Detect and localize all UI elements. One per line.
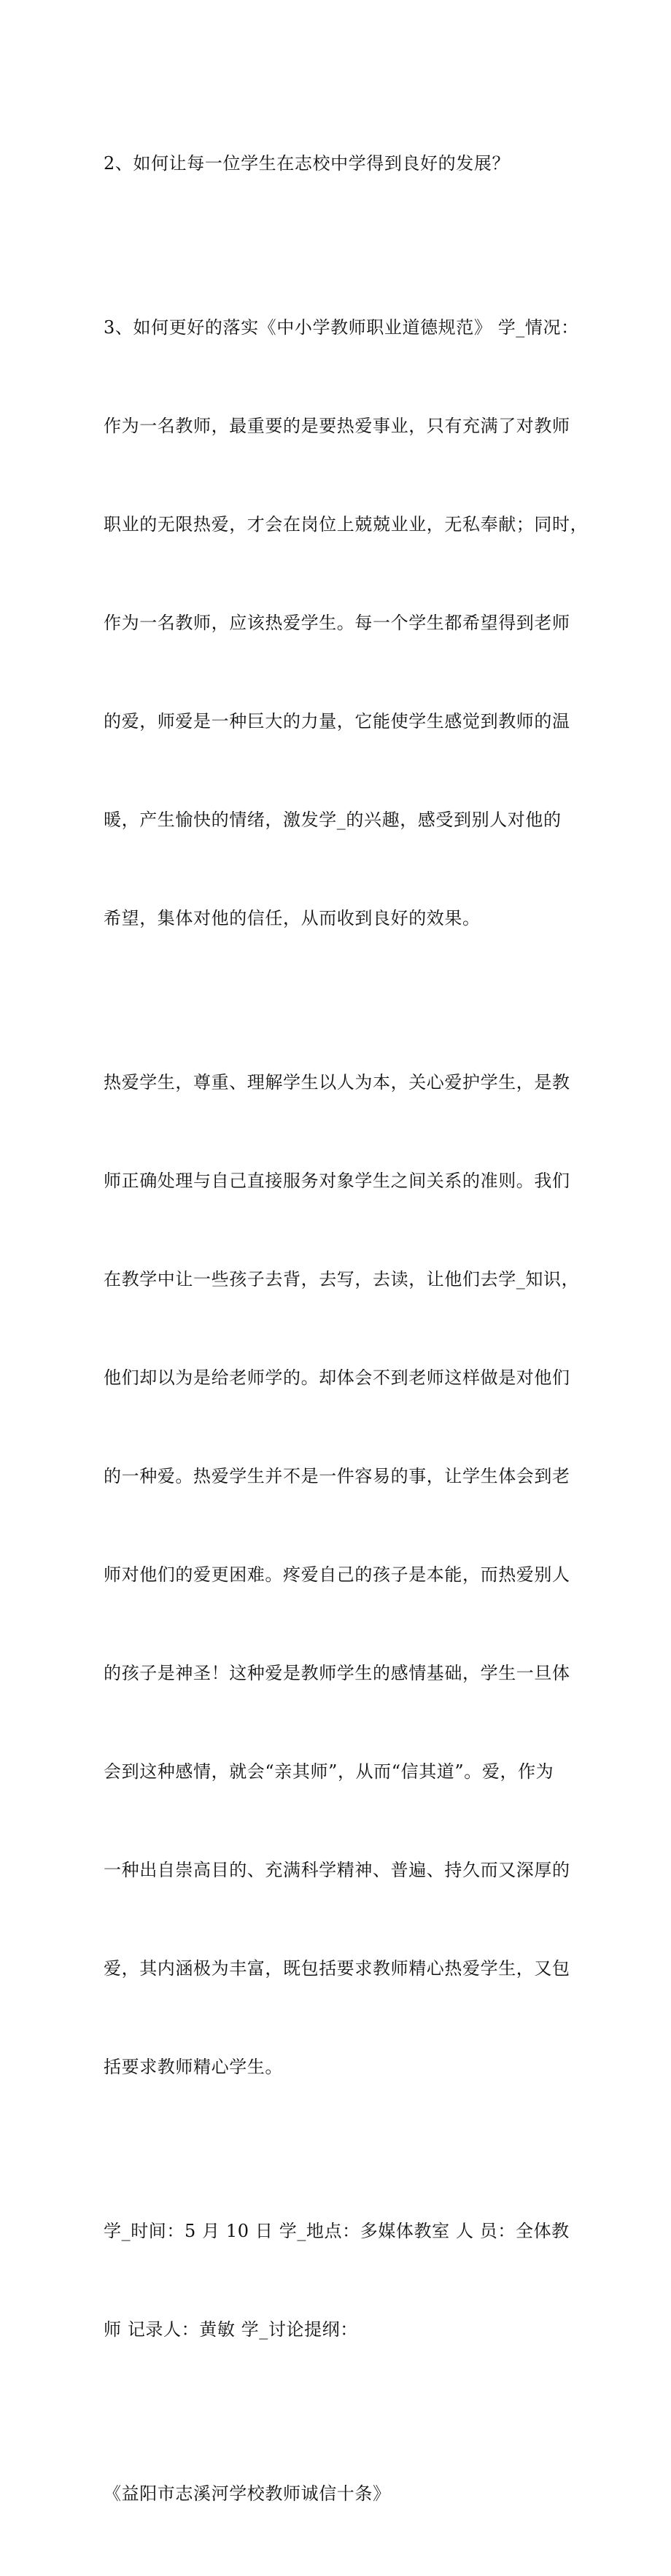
text-line: 作为一名教师，应该热爱学生。每一个学生都希望得到老师 bbox=[104, 613, 570, 633]
text-line: 的一种爱。热爱学生并不是一件容易的事，让学生体会到老 bbox=[104, 1466, 570, 1486]
question-3-and-situation bbox=[104, 246, 589, 1001]
paragraph-love-students bbox=[104, 1001, 585, 2149]
text-line: 2、如何让每一位学生在志校中学得到良好的发展？ bbox=[104, 153, 511, 174]
text-line: 《益阳市志溪河学校教师诚信十条》 bbox=[104, 2483, 391, 2504]
question-2 bbox=[104, 82, 585, 246]
text-line: 一种出自崇高目的、充满科学精神、普遍、持久而又深厚的 bbox=[104, 1860, 570, 1880]
text-line: 师 记录人：黄敏 学_讨论提纲： bbox=[104, 2319, 358, 2340]
text-line: 学_时间：5 月 10 日 学_地点：多媒体教室 人 员：全体教 bbox=[104, 2221, 570, 2241]
text-line: 暖，产生愉快的情绪，激发学_的兴趣，感受到别人对他的 bbox=[104, 810, 562, 830]
text-line: 他们却以为是给老师学的。却体会不到老师这样做是对他们 bbox=[104, 1367, 570, 1388]
text-line: 3、如何更好的落实《中小学教师职业道德规范》 学_情况： bbox=[104, 317, 579, 338]
text-line: 职业的无限热爱，才会在岗位上兢兢业业，无私奉献；同时， bbox=[104, 514, 589, 535]
text-line: 热爱学生，尊重、理解学生以人为本，关心爱护学生，是教 bbox=[104, 1072, 570, 1093]
text-line: 师对他们的爱更困难。疼爱自己的孩子是本能，而热爱别人 bbox=[104, 1564, 570, 1585]
document-title-reference bbox=[104, 2412, 585, 2576]
text-line: 括要求教师精心学生。 bbox=[104, 2057, 283, 2077]
text-line: 在教学中让一些孩子去背，去写，去读，让他们去学_知识， bbox=[104, 1269, 580, 1289]
document-body bbox=[104, 82, 589, 2576]
text-line: 会到这种感情，就会“亲其师”，从而“信其道”。爱，作为 bbox=[104, 1761, 554, 1782]
meeting-info bbox=[104, 2149, 585, 2412]
text-line: 爱，其内涵极为丰富，既包括要求教师精心热爱学生，又包 bbox=[104, 1958, 570, 1979]
text-line: 作为一名教师，最重要的是要热爱事业，只有充满了对教师 bbox=[104, 416, 570, 436]
text-line: 师正确处理与自己直接服务对象学生之间关系的准则。我们 bbox=[104, 1171, 570, 1191]
text-line: 希望，集体对他的信任，从而收到良好的效果。 bbox=[104, 908, 481, 928]
text-line: 的爱，师爱是一种巨大的力量，它能使学生感觉到教师的温 bbox=[104, 711, 570, 732]
text-line: 的孩子是神圣！这种爱是教师学生的感情基础，学生一旦体 bbox=[104, 1663, 570, 1683]
